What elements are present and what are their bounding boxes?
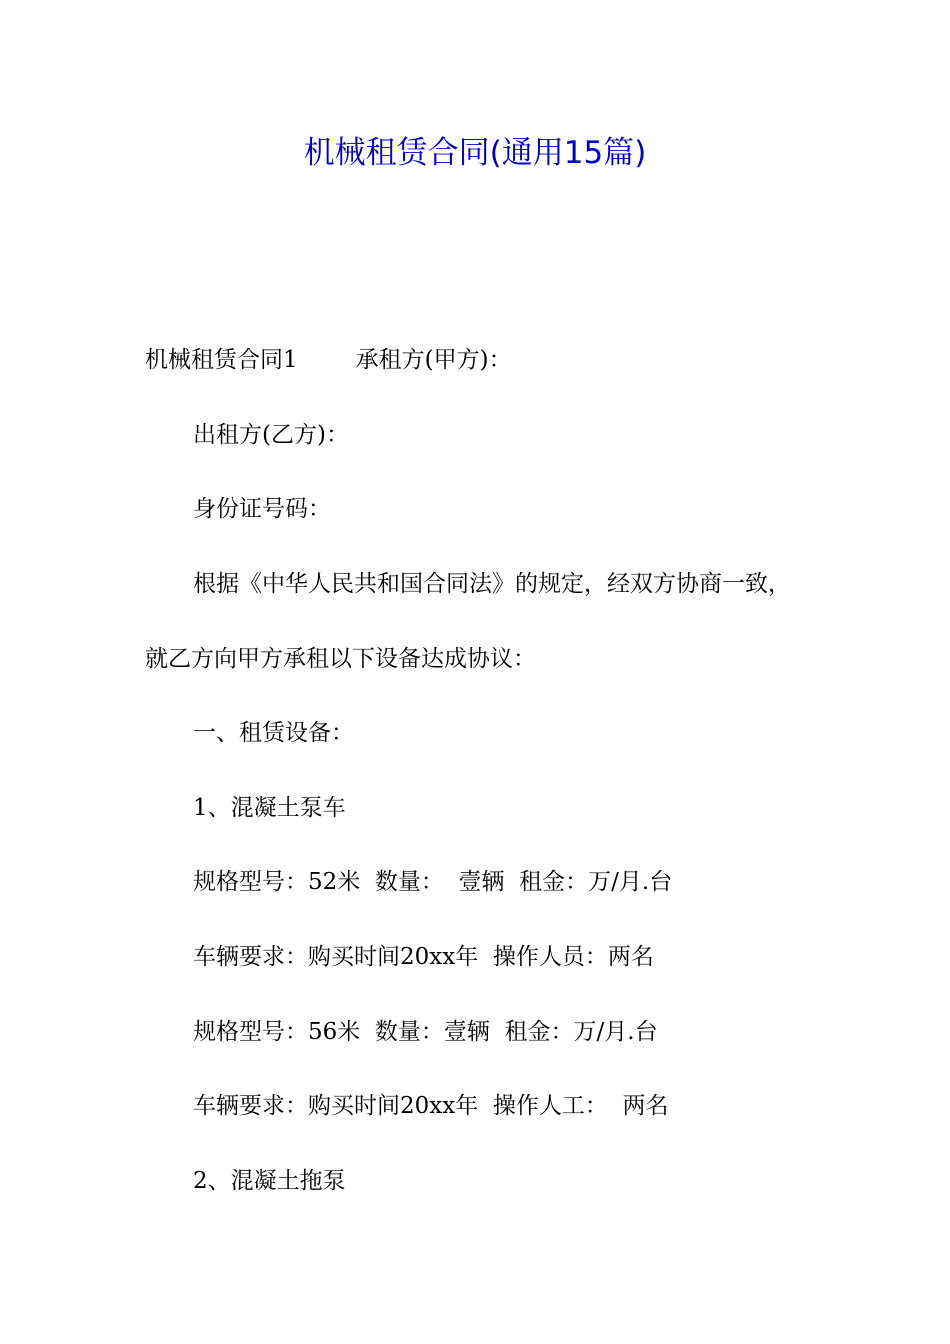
paragraph-line: 根据《中华人民共和国合同法》的规定，经双方协商一致， xyxy=(193,571,791,597)
document-title: 机械租赁合同(通用15篇) xyxy=(303,135,647,171)
contract-number-label: 机械租赁合同1 xyxy=(145,347,298,373)
paragraph-line: 就乙方向甲方承租以下设备达成协议： xyxy=(145,646,536,672)
equipment-item-heading: 1、混凝土泵车 xyxy=(193,795,346,821)
contract-heading-line xyxy=(145,343,512,377)
vehicle-requirement-line: 车辆要求：购买时间20xx年 操作人员：两名 xyxy=(193,944,654,970)
equipment-item-heading: 2、混凝土拖泵 xyxy=(193,1168,346,1194)
id-number-label: 身份证号码： xyxy=(193,496,331,522)
section-heading: 一、租赁设备： xyxy=(193,720,354,746)
spec-line: 规格型号：56米 数量：壹辆 租金：万/月.台 xyxy=(193,1019,658,1045)
lessor-label: 出租方(乙方)： xyxy=(193,422,349,448)
spec-line: 规格型号：52米 数量： 壹辆 租金：万/月.台 xyxy=(193,869,673,895)
lessee-label: 承租方(甲方)： xyxy=(355,347,512,373)
vehicle-requirement-line: 车辆要求：购买时间20xx年 操作人工： 两名 xyxy=(193,1093,669,1119)
